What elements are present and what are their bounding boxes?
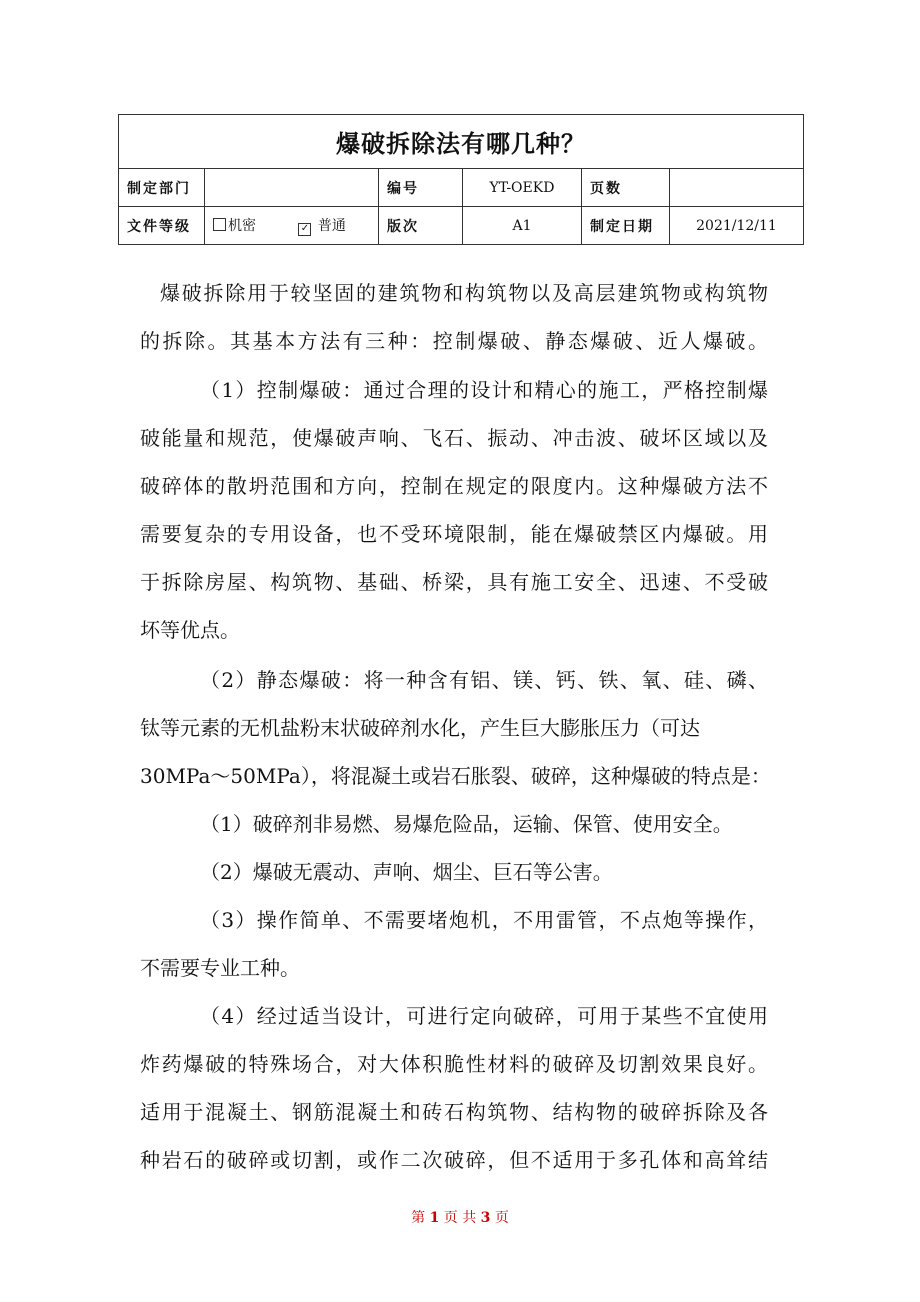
body-line: 适用于混凝土、钢筋混凝土和砖石构筑物、结构物的破碎拆除及各 bbox=[140, 1100, 768, 1124]
body-line: 爆破拆除用于较坚固的建筑物和构筑物以及高层建筑物或构筑物 bbox=[160, 281, 768, 305]
body-line: 坏等优点。 bbox=[140, 618, 240, 642]
footer-middle: 页 共 bbox=[443, 1210, 477, 1226]
pages-value bbox=[670, 169, 804, 207]
body-line: （3）操作简单、不需要堵炮机，不用雷管，不点炮等操作， bbox=[200, 908, 768, 932]
body-line: （1）控制爆破：通过合理的设计和精心的施工，严格控制爆 bbox=[200, 378, 768, 402]
body-line: （2）爆破无震动、声响、烟尘、巨石等公害。 bbox=[200, 860, 613, 884]
level-label: 文件等级 bbox=[119, 207, 205, 245]
body-line: 于拆除房屋、构筑物、基础、桥梁，具有施工安全、迅速、不受破 bbox=[140, 570, 768, 594]
body-line: （4）经过适当设计，可进行定向破碎，可用于某些不宜使用 bbox=[200, 1004, 768, 1028]
body-line: （1）破碎剂非易燃、易爆危险品，运输、保管、使用安全。 bbox=[200, 812, 733, 836]
dept-value bbox=[205, 169, 379, 207]
option-label: 普通 bbox=[317, 218, 346, 234]
body-line: 种岩石的破碎或切割，或作二次破碎，但不适用于多孔体和高耸结 bbox=[140, 1148, 768, 1172]
body-line: 钛等元素的无机盐粉末状破碎剂水化，产生巨大膨胀压力（可达 bbox=[140, 716, 700, 740]
date-label: 制定日期 bbox=[582, 207, 670, 245]
body-line: 需要复杂的专用设备，也不受环境限制，能在爆破禁区内爆破。用 bbox=[140, 522, 768, 546]
body-line: （2）静态爆破：将一种含有铝、镁、钙、铁、氧、硅、磷、 bbox=[200, 668, 768, 692]
document-title: 爆破拆除法有哪几种？ bbox=[119, 115, 804, 169]
footer-prefix: 第 bbox=[411, 1210, 426, 1226]
body-line: 炸药爆破的特殊场合，对大体积脆性材料的破碎及切割效果良好。 bbox=[140, 1052, 768, 1076]
current-page: 1 bbox=[429, 1210, 440, 1226]
version-label: 版次 bbox=[379, 207, 463, 245]
total-pages: 3 bbox=[480, 1210, 491, 1226]
dept-label: 制定部门 bbox=[119, 169, 205, 207]
date-value: 2021/12/11 bbox=[670, 207, 804, 245]
option-label: 机密 bbox=[228, 218, 256, 234]
level-option-normal[interactable] bbox=[298, 218, 345, 234]
document-info-table bbox=[118, 114, 804, 245]
body-line: 的拆除。其基本方法有三种：控制爆破、静态爆破、近人爆破。 bbox=[140, 329, 768, 353]
level-option-confidential[interactable] bbox=[213, 218, 256, 234]
body-line: 破能量和规范，使爆破声响、飞石、振动、冲击波、破坏区域以及 bbox=[140, 426, 768, 450]
page-footer bbox=[0, 1207, 920, 1227]
code-label: 编号 bbox=[379, 169, 463, 207]
code-value: YT-OEKD bbox=[463, 169, 582, 207]
pages-label: 页数 bbox=[582, 169, 670, 207]
body-line: 破碎体的散坍范围和方向，控制在规定的限度内。这种爆破方法不 bbox=[140, 474, 768, 498]
checkbox-checked-icon[interactable]: ✓ bbox=[298, 223, 311, 236]
version-value: A1 bbox=[463, 207, 582, 245]
body-line: 30MPa～50MPa），将混凝土或岩石胀裂、破碎，这种爆破的特点是： bbox=[140, 764, 771, 788]
body-line: 不需要专业工种。 bbox=[140, 956, 300, 980]
checkbox-unchecked-icon[interactable] bbox=[213, 218, 226, 231]
footer-suffix: 页 bbox=[494, 1210, 509, 1226]
level-options bbox=[205, 207, 379, 245]
